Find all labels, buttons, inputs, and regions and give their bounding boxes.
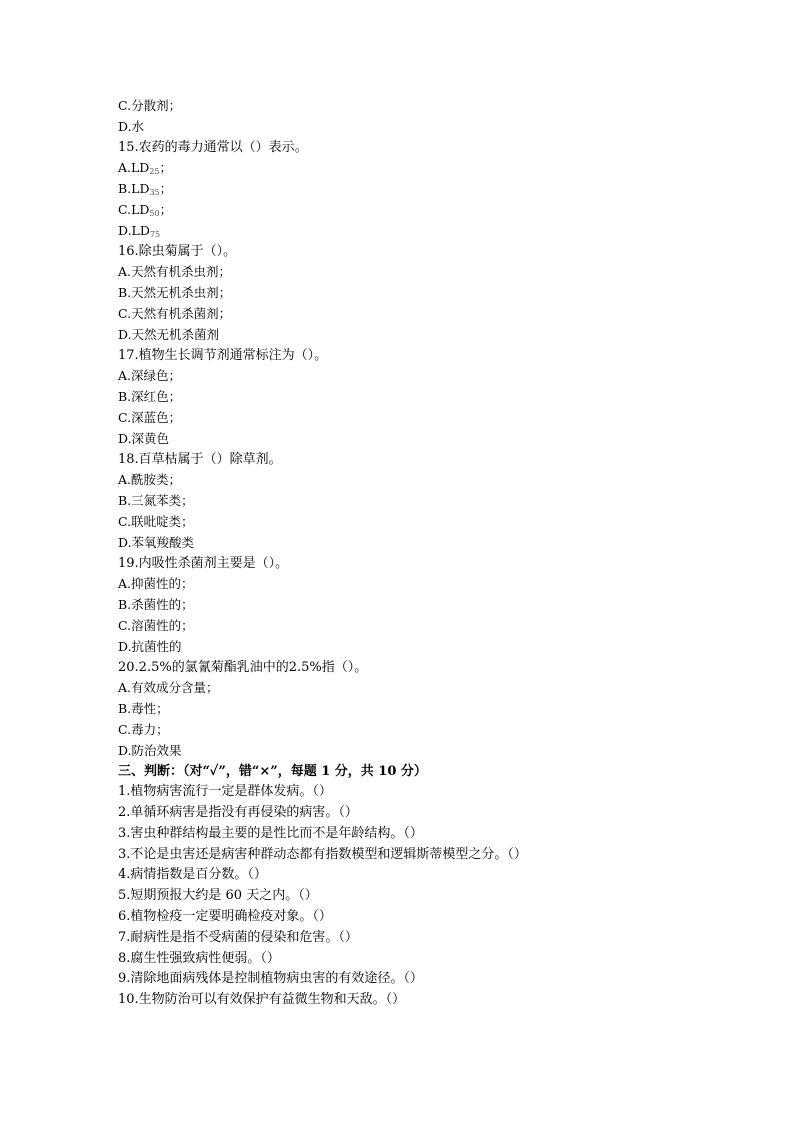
- question-line: [118, 803, 718, 824]
- line-text: A.酰胺类；: [118, 472, 182, 488]
- question-line: [118, 450, 718, 471]
- question-line: [118, 782, 718, 803]
- option-line: [118, 283, 718, 304]
- question-line: [118, 907, 718, 928]
- line-text: B.三氮苯类；: [118, 493, 194, 509]
- line-text: 5.短期预报大约是 60 天之内。（）: [118, 888, 318, 904]
- option-line: [118, 200, 718, 221]
- question-line: [118, 138, 718, 159]
- line-text: C.溶菌性的；: [118, 617, 194, 633]
- line-text: B.杀菌性的；: [118, 597, 194, 613]
- option-line: [118, 158, 718, 179]
- question-line: [118, 928, 718, 949]
- option-line: [118, 699, 718, 720]
- line-text: 16.除虫菊属于（）。: [118, 243, 237, 259]
- line-text: 1.植物病害流行一定是群体发病。（）: [118, 784, 332, 800]
- subscript: 25: [149, 167, 160, 177]
- line-text: C.天然有机杀菌剂；: [118, 305, 232, 321]
- option-line: [118, 678, 718, 699]
- line-text: A.深绿色；: [118, 368, 182, 384]
- line-text: A.天然有机杀虫剂；: [118, 264, 232, 280]
- option-line: [118, 491, 718, 512]
- question-line: [118, 845, 718, 866]
- question-line: [118, 886, 718, 907]
- question-line: [118, 865, 718, 886]
- subscript: 75: [149, 229, 161, 239]
- line-text: C.毒力；: [118, 721, 169, 737]
- line-tail: ；: [159, 181, 173, 197]
- option-line: [118, 387, 718, 408]
- question-line: [118, 949, 718, 970]
- line-tail: ；: [159, 160, 173, 176]
- option-line: [118, 429, 718, 450]
- subscript: 50: [149, 208, 160, 218]
- line-text: 4.病情指数是百分数。（）: [118, 867, 267, 883]
- line-tail: ；: [159, 201, 173, 217]
- question-line: [118, 658, 718, 679]
- line-text: C.分散剂；: [118, 98, 182, 113]
- option-line: [118, 470, 718, 491]
- line-text: 3.不论是虫害还是病害种群动态都有指数模型和逻辑斯蒂模型之分。（）: [118, 846, 527, 862]
- line-text: A.有效成分含量；: [118, 680, 219, 696]
- line-text: 3.害虫种群结构最主要的是性比而不是年龄结构。（）: [118, 825, 423, 841]
- question-line: [118, 969, 718, 990]
- line-text: 三、判断：（对“✓”，错“×”，每题 1 分，共 10 分）: [118, 763, 427, 779]
- line-text: B.毒性；: [118, 701, 169, 717]
- line-text: A.抑菌性的；: [118, 576, 194, 592]
- line-text: 15.农药的毒力通常以（）表示。: [118, 139, 308, 155]
- option-line: [118, 325, 718, 346]
- line-text: 2.单循环病害是指没有再侵染的病害。（）: [118, 805, 358, 821]
- line-text: D.深黄色: [118, 430, 170, 446]
- option-line: [118, 574, 718, 595]
- option-line: [118, 117, 718, 138]
- line-text: C.LD: [118, 201, 150, 217]
- question-line: [118, 242, 718, 263]
- question-line: [118, 554, 718, 575]
- line-text: D.抗菌性的: [118, 638, 182, 654]
- line-text: D.防治效果: [118, 742, 182, 758]
- line-text: 18.百草枯属于（）除草剂。: [118, 451, 282, 467]
- option-line: [118, 616, 718, 637]
- question-line: [118, 990, 718, 1011]
- option-line: [118, 533, 718, 554]
- subscript: 35: [149, 188, 160, 198]
- line-text: 7.耐病性是指不受病菌的侵染和危害。（）: [118, 929, 358, 945]
- option-line: [118, 366, 718, 387]
- option-line: [118, 262, 718, 283]
- line-text: B.LD: [118, 181, 150, 197]
- option-line: [118, 221, 718, 242]
- line-text: D.天然无机杀菌剂: [118, 326, 220, 342]
- line-text: B.深红色；: [118, 389, 182, 405]
- option-line: [118, 408, 718, 429]
- line-text: 19.内吸性杀菌剂主要是（）。: [118, 555, 289, 571]
- line-text: C.深蓝色；: [118, 409, 182, 425]
- line-text: 8.腐生性强致病性便弱。（）: [118, 950, 280, 966]
- line-text: 20.2.5%的氯氰菊酯乳油中的2.5%指（）。: [118, 659, 368, 675]
- option-line: [118, 304, 718, 325]
- line-text: 9.清除地面病残体是控制植物病虫害的有效途径。（）: [118, 971, 423, 987]
- question-line: [118, 824, 718, 845]
- option-line: [118, 512, 718, 533]
- line-text: 6.植物检疫一定要明确检疫对象。（）: [118, 909, 332, 925]
- line-text: A.LD: [118, 160, 150, 176]
- option-line: [118, 720, 718, 741]
- option-line: [118, 595, 718, 616]
- option-line: [118, 179, 718, 200]
- option-line: [118, 741, 718, 762]
- line-text: 10.生物防治可以有效保护有益微生物和天敌。（）: [118, 992, 406, 1008]
- question-line: [118, 346, 718, 367]
- document-body: [118, 96, 718, 1011]
- option-line: [118, 96, 718, 117]
- line-text: C.联吡啶类；: [118, 513, 194, 529]
- line-text: D.水: [118, 118, 145, 134]
- line-text: 17.植物生长调节剂通常标注为（）。: [118, 347, 328, 363]
- line-text: D.LD: [118, 222, 150, 238]
- section-heading: [118, 762, 718, 783]
- option-line: [118, 637, 718, 658]
- line-text: B.天然无机杀虫剂；: [118, 285, 232, 301]
- line-text: D.苯氧羧酸类: [118, 534, 195, 550]
